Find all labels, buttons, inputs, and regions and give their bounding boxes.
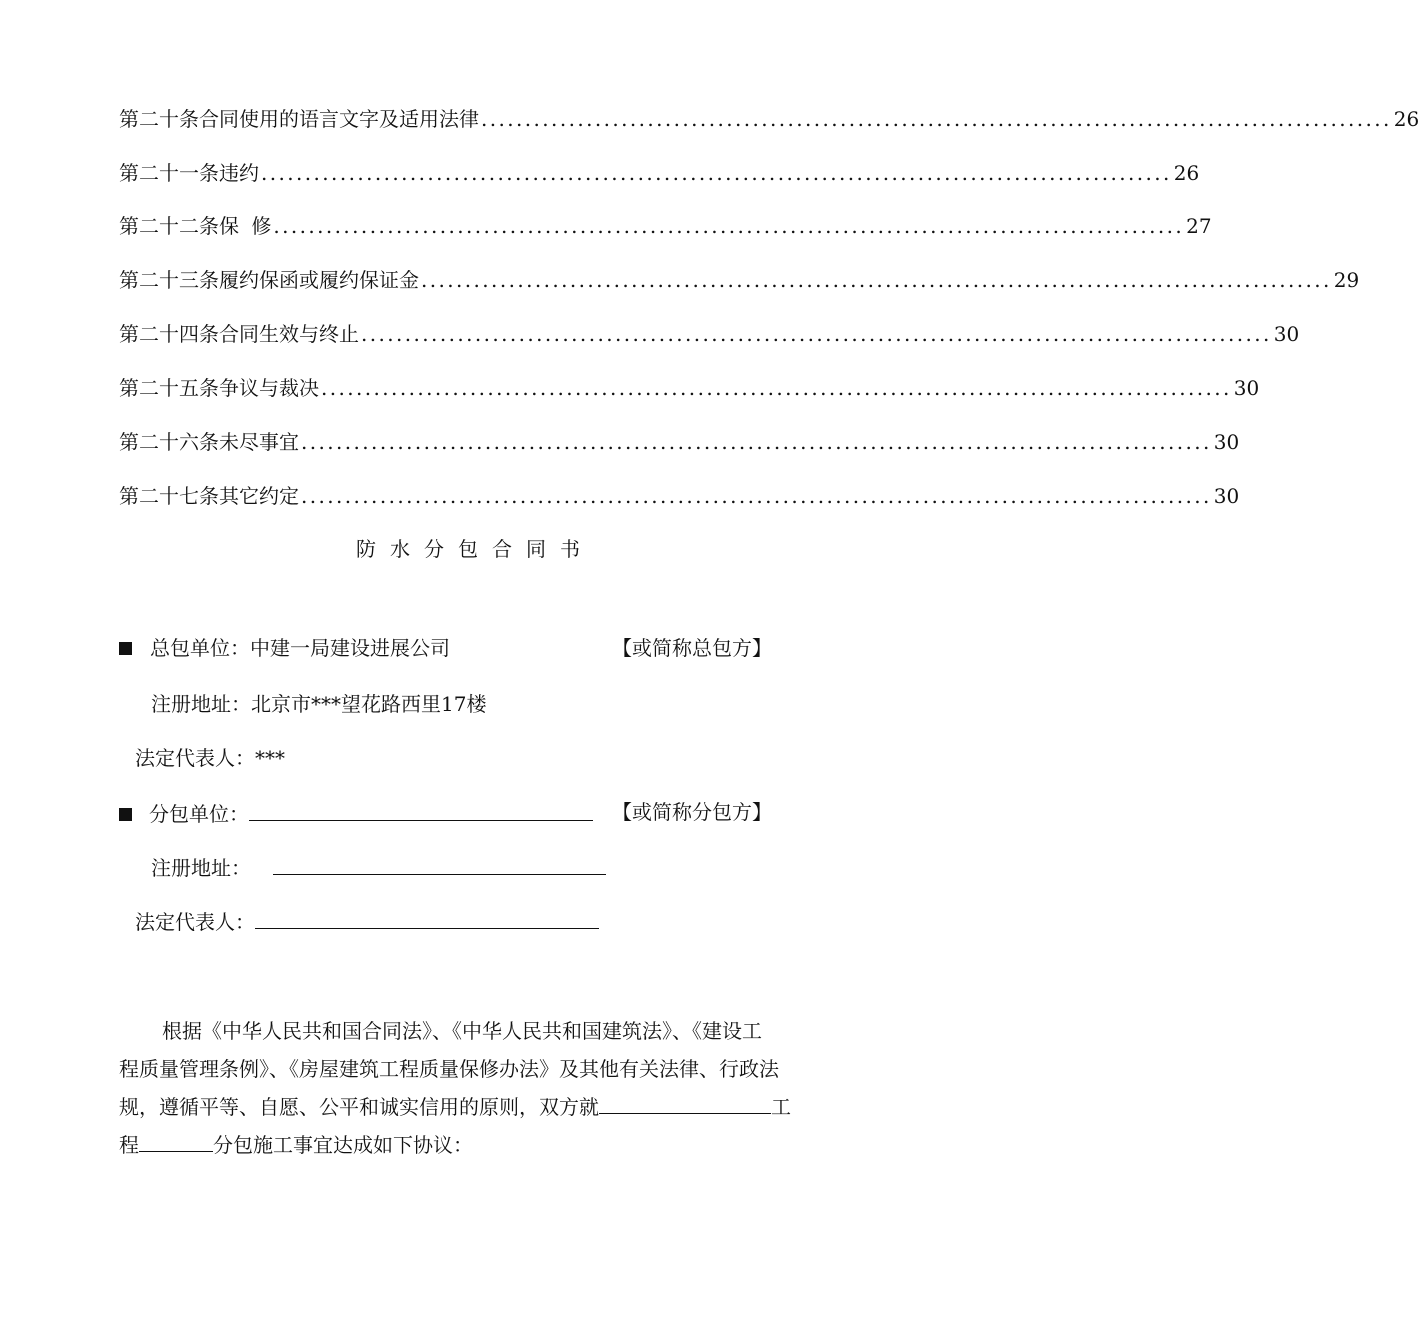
paragraph-text: 规，遵循平等、自愿、公平和诚实信用的原则，双方就 [119, 1095, 599, 1119]
toc-entry-number: 第二十五条 [119, 376, 219, 400]
toc-entry[interactable] [119, 320, 1300, 348]
paragraph-line [119, 1088, 831, 1126]
toc-entry-page: 30 [1233, 376, 1260, 400]
subcontractor-rep-field[interactable] [255, 906, 599, 929]
toc-leader-dots: ........................................................................................................ [261, 161, 1172, 185]
toc-entry-page: 30 [1213, 484, 1240, 508]
paragraph-text: 程 [119, 1133, 139, 1157]
subcontractor-rep-row [135, 906, 599, 936]
contractor-label: 总包单位： [150, 636, 250, 660]
toc-entry-title: 其它约定 [219, 484, 299, 508]
paragraph-line [119, 1012, 831, 1050]
toc-entry-title: 合同使用的语言文字及适用法律 [199, 107, 479, 131]
toc-leader-dots: ........................................................................................................ [301, 430, 1212, 454]
toc-entry-number: 第二十四条 [119, 322, 219, 346]
toc-entry-number: 第二十二条 [119, 214, 219, 238]
toc-entry-page: 29 [1333, 268, 1360, 292]
square-bullet-icon [119, 642, 132, 655]
toc-entry[interactable] [119, 159, 1200, 187]
paragraph-text: 分包施工事宜达成如下协议： [213, 1133, 473, 1157]
paragraph-line [119, 1050, 831, 1088]
project-name-field[interactable] [599, 1089, 771, 1114]
toc-entry[interactable] [119, 105, 1419, 133]
toc-leader-dots: ........................................................................................................ [273, 214, 1185, 238]
document-title: 防水分包合同书 [356, 537, 594, 561]
contractor-address-label: 注册地址： [151, 692, 251, 716]
toc-entry[interactable] [119, 212, 1212, 240]
toc-entry-title: 未尽事宜 [219, 430, 299, 454]
toc-leader-dots: ........................................................................................................ [481, 107, 1392, 131]
toc-entry-title: 争议与裁决 [219, 376, 319, 400]
toc-entry-title: 合同生效与终止 [219, 322, 359, 346]
toc-entry-page: 30 [1213, 430, 1240, 454]
contractor-rep: *** [255, 746, 285, 770]
subcontractor-address-row [151, 852, 606, 882]
subcontractor-address-label: 注册地址： [151, 856, 251, 880]
toc-entry-page: 26 [1173, 161, 1200, 185]
toc-entry-number: 第二十六条 [119, 430, 219, 454]
square-bullet-icon [119, 808, 132, 821]
toc-entry-number: 第二十三条 [119, 268, 219, 292]
contractor-alias-text: 【或简称总包方】 [612, 636, 772, 660]
subcontractor-address-field[interactable] [273, 852, 606, 875]
paragraph-text: 根据《中华人民共和国合同法》、《中华人民共和国建筑法》、《建设工 [162, 1019, 762, 1043]
subcontractor-alias-text: 【或简称分包方】 [612, 800, 772, 824]
toc-entry-page: 26 [1393, 107, 1419, 131]
toc-entry[interactable] [119, 428, 1240, 456]
toc-leader-dots: ........................................................................................................ [301, 484, 1212, 508]
toc-entry[interactable] [119, 482, 1240, 510]
contractor-name: 中建一局建设进展公司 [250, 636, 450, 660]
paragraph-text: 工 [771, 1095, 791, 1119]
paragraph-line [119, 1126, 831, 1164]
subcontractor-rep-label: 法定代表人： [135, 910, 255, 934]
subcontractor-alias [612, 798, 772, 826]
toc-leader-dots: ........................................................................................................ [421, 268, 1332, 292]
contractor-row [119, 634, 450, 662]
toc-entry[interactable] [119, 266, 1360, 294]
toc-entry-page: 27 [1186, 214, 1212, 238]
contractor-address: 北京市***望花路西里17楼 [251, 692, 487, 716]
paragraph-text: 程质量管理条例》、《房屋建筑工程质量保修办法》及其他有关法律、行政法 [119, 1057, 779, 1081]
subcontractor-row [119, 798, 593, 828]
toc-entry-number: 第二十一条 [119, 161, 219, 185]
toc-entry-title: 违约 [219, 161, 259, 185]
subcontractor-label: 分包单位： [149, 802, 249, 826]
toc-leader-dots: ........................................................................................................ [361, 322, 1272, 346]
work-type-field[interactable] [139, 1127, 213, 1152]
toc-leader-dots: ........................................................................................................ [321, 376, 1232, 400]
contractor-rep-row [135, 744, 285, 772]
toc-entry-number: 第二十条 [119, 107, 199, 131]
contractor-address-row [151, 690, 486, 718]
contractor-alias [612, 634, 772, 662]
agreement-paragraph [119, 1012, 831, 1164]
toc-entry-number: 第二十七条 [119, 484, 219, 508]
toc-entry-title: 履约保函或履约保证金 [219, 268, 419, 292]
subcontractor-name-field[interactable] [249, 798, 593, 821]
toc-entry-page: 30 [1273, 322, 1300, 346]
contractor-rep-label: 法定代表人： [135, 746, 255, 770]
toc-entry[interactable] [119, 374, 1260, 402]
toc-entry-title: 保 修 [219, 214, 272, 238]
